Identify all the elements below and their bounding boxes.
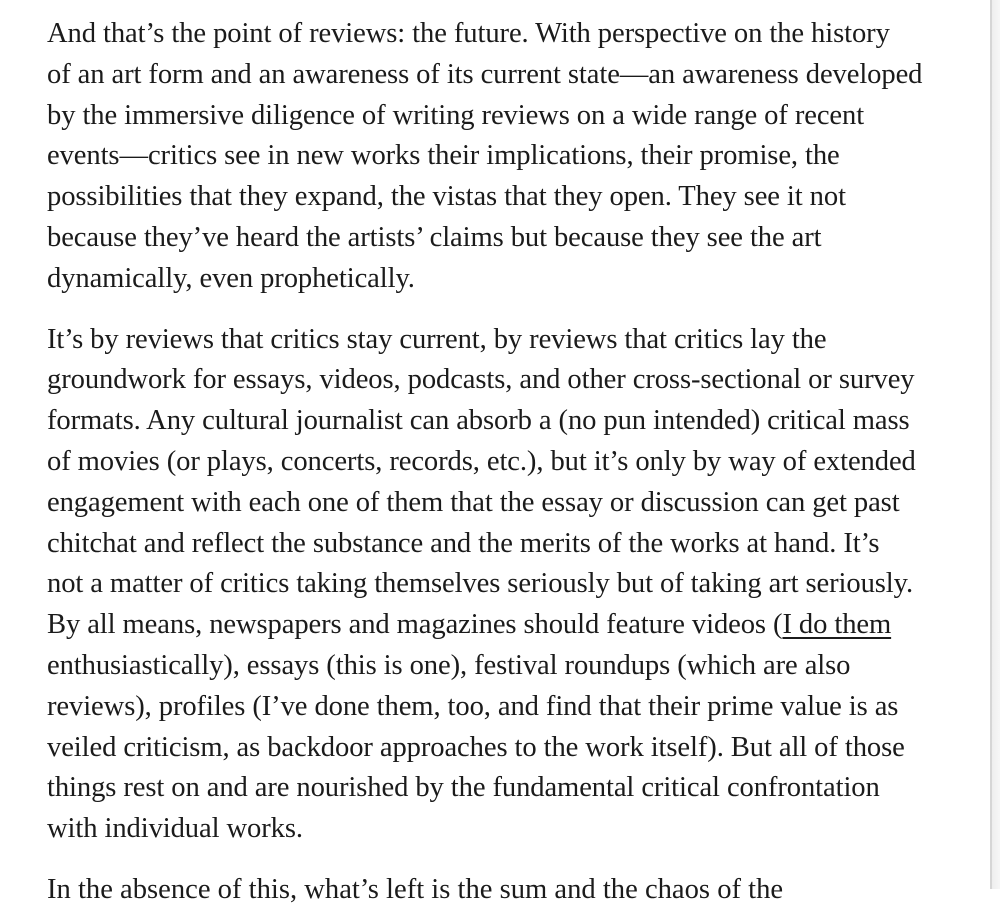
page-edge-shadow	[992, 0, 1000, 889]
text-line: And that’s the point of reviews: the future. With perspective on the history	[47, 18, 890, 49]
text-line-with-link	[47, 605, 927, 646]
text-line: things rest on and are nourished by the fundamental critical confrontation	[47, 772, 880, 804]
link-line-prefix: By all means, newspapers and magazines should feature videos (	[47, 609, 783, 641]
text-line: by the immersive diligence of writing reviews on a wide range of recent	[47, 99, 865, 131]
text-line: not a matter of critics taking themselves seriously but of taking art seriously.	[47, 568, 914, 600]
text-line: of movies (or plays, concerts, records, etc.), but it’s only by way of extended	[47, 445, 916, 477]
text-line-partial: In the absence of this, what’s left is the sum and the chaos of the	[47, 874, 784, 905]
page-edge-divider	[990, 0, 992, 889]
text-line: veiled criticism, as backdoor approaches to the work itself). But all of those	[47, 731, 905, 763]
i-do-them-link[interactable]: I do them	[782, 609, 892, 641]
text-line: chitchat and reflect the substance and the merits of the works at hand. It’s	[47, 527, 880, 559]
paragraph-3-partial	[47, 870, 947, 905]
text-line: formats. Any cultural journalist can absorb a (no pun intended) critical mass	[47, 405, 910, 437]
paragraph-2	[47, 320, 927, 850]
text-line: dynamically, even prophetically.	[47, 262, 415, 294]
text-line: reviews), profiles (I’ve done them, too, and find that their prime value is as	[47, 690, 899, 722]
text-line: engagement with each one of them that the essay or discussion can get past	[47, 486, 900, 518]
text-line: because they’ve heard the artists’ claims but because they see the art	[47, 221, 822, 253]
text-line: enthusiastically), essays (this is one), festival roundups (which are also	[47, 649, 851, 681]
text-line: with individual works.	[47, 813, 303, 845]
text-line: of an art form and an awareness of its current state—an awareness developed	[47, 58, 923, 90]
text-line: events—critics see in new works their implications, their promise, the	[47, 140, 840, 172]
paragraph-1	[47, 14, 927, 300]
article-body	[47, 14, 927, 870]
text-line: possibilities that they expand, the vistas that they open. They see it not	[47, 181, 846, 213]
text-line: It’s by reviews that critics stay current, by reviews that critics lay the	[47, 323, 827, 355]
text-line: groundwork for essays, videos, podcasts, and other cross-sectional or survey	[47, 364, 915, 396]
